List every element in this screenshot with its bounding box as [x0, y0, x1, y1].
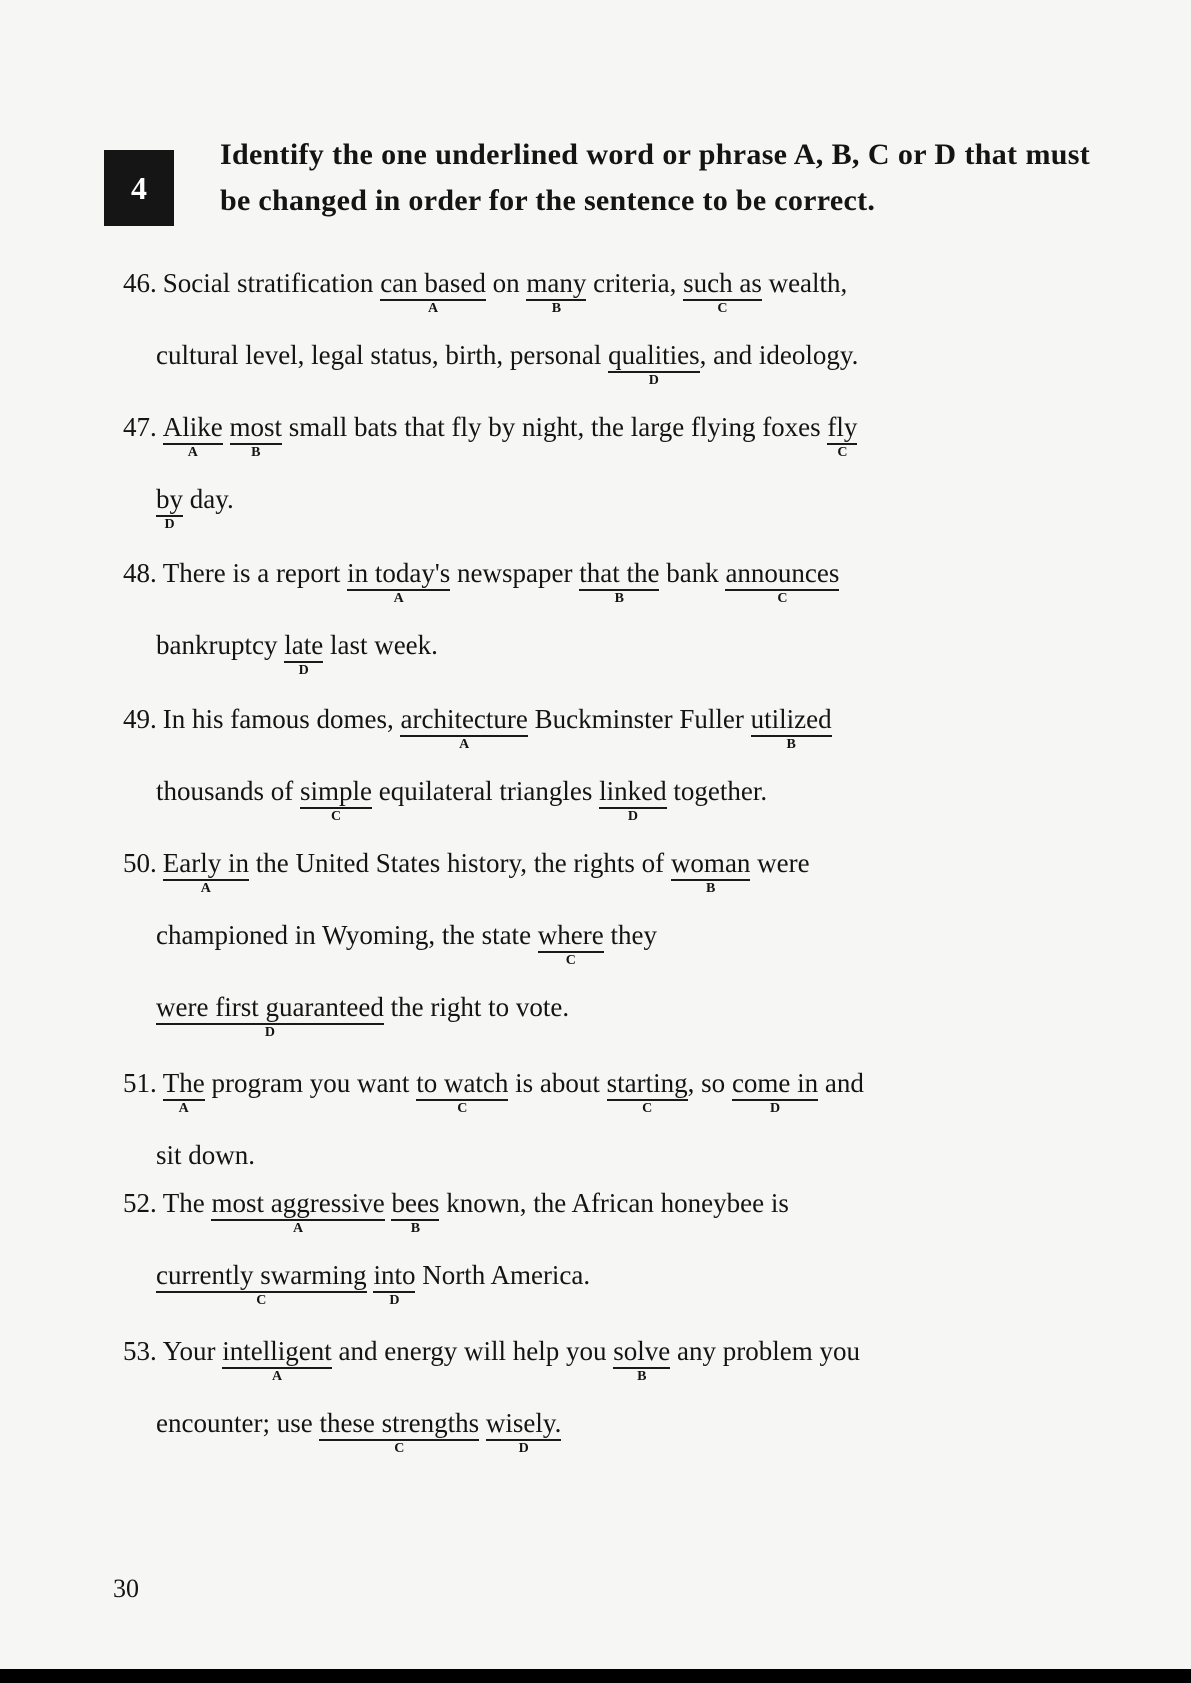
option-letter: C — [457, 1101, 468, 1116]
question-line — [156, 1260, 591, 1308]
underlined-option: these strengths C — [319, 1408, 480, 1456]
underlined-option: currently swarming C — [156, 1260, 367, 1308]
underlined-option: intelligent A — [222, 1336, 332, 1384]
question-number: 53. — [123, 1336, 157, 1366]
question-line — [123, 268, 848, 316]
sentence-text: day. — [183, 484, 234, 514]
question-line — [156, 484, 234, 532]
option-letter: C — [394, 1441, 405, 1456]
option-letter: B — [637, 1369, 647, 1384]
option-letter: B — [551, 301, 562, 316]
sentence-text: known, the African honeybee is — [439, 1188, 789, 1218]
underlined-option: fly C — [827, 412, 858, 460]
option-letter: D — [769, 1101, 781, 1116]
question-line — [123, 558, 840, 606]
option-letter: C — [256, 1293, 267, 1308]
option-letter: A — [178, 1101, 189, 1116]
option-letter: B — [410, 1221, 421, 1236]
option-letter: D — [298, 663, 309, 678]
underlined-option: simple C — [300, 776, 372, 824]
question-number: 47. — [123, 412, 157, 442]
option-letter: A — [187, 445, 198, 460]
question-number: 46. — [123, 268, 157, 298]
sentence-text: bank — [659, 558, 726, 588]
underlined-option: were first guaranteed D — [156, 992, 384, 1040]
section-instructions: Identify the one underlined word or phrase A, B, C or D that must be changed in order for the sentence to be correct. — [220, 138, 1090, 217]
question-line — [123, 848, 810, 896]
sentence-text: together. — [666, 776, 768, 806]
underlined-option: linked D — [599, 776, 667, 824]
sentence-text: on — [485, 268, 527, 298]
option-letter: C — [777, 591, 788, 606]
option-letter: A — [293, 1221, 304, 1236]
underlined-option: woman B — [670, 848, 751, 896]
sentence-text: and energy will help you — [331, 1336, 614, 1366]
sentence-text: encounter; use — [156, 1408, 320, 1438]
sentence-text: criteria, — [586, 268, 684, 298]
question-line — [156, 992, 570, 1040]
option-letter: C — [330, 809, 342, 824]
underlined-option: starting C — [606, 1068, 688, 1116]
sentence-text — [223, 412, 230, 442]
sentence-text: small bats that fly by night, the large flying foxes — [282, 412, 828, 442]
sentence-text: thousands of — [156, 776, 300, 806]
sentence-text — [385, 1188, 392, 1218]
underlined-option: bees B — [391, 1188, 440, 1236]
option-letter: A — [271, 1369, 283, 1384]
sentence-text: , and ideology. — [699, 340, 859, 370]
sentence-text: any problem you — [670, 1336, 860, 1366]
underlined-option: late D — [284, 630, 324, 678]
sentence-text: Social stratification — [162, 268, 381, 298]
question-number: 52. — [123, 1188, 157, 1218]
question-line — [156, 1142, 255, 1169]
question-line — [156, 776, 768, 824]
option-letter: B — [706, 881, 716, 896]
option-letter: D — [164, 517, 175, 532]
underlined-option: come in D — [731, 1068, 819, 1116]
sentence-text: In his famous domes, — [162, 704, 401, 734]
underlined-option: utilized B — [750, 704, 832, 752]
option-letter: D — [648, 373, 659, 388]
option-letter: A — [393, 591, 404, 606]
question-line — [123, 412, 858, 460]
question-line — [156, 340, 859, 388]
sentence-text: last week. — [323, 630, 438, 660]
underlined-option: solve B — [613, 1336, 671, 1384]
scan-bottom-edge — [0, 1669, 1191, 1683]
question-line — [156, 920, 658, 968]
underlined-option: by D — [156, 484, 183, 532]
option-letter: C — [837, 445, 848, 460]
sentence-text: wealth, — [761, 268, 848, 298]
option-letter: D — [264, 1025, 275, 1040]
sentence-text: the right to vote. — [383, 992, 570, 1022]
underlined-option: that the B — [579, 558, 660, 606]
option-letter: B — [786, 737, 796, 752]
sentence-text: The — [162, 1188, 212, 1218]
option-letter: B — [614, 591, 625, 606]
sentence-text: , so — [687, 1068, 732, 1098]
underlined-option: announces C — [725, 558, 840, 606]
underlined-option: architecture A — [400, 704, 528, 752]
sentence-text: bankruptcy — [156, 630, 285, 660]
question-number: 50. — [123, 848, 157, 878]
sentence-text — [367, 1260, 374, 1290]
section-number-badge — [104, 150, 174, 226]
question-line — [123, 704, 832, 752]
sentence-text — [479, 1408, 486, 1438]
underlined-option: most B — [229, 412, 283, 460]
underlined-option: where C — [537, 920, 604, 968]
option-letter: A — [427, 301, 439, 316]
question-line — [156, 630, 438, 678]
sentence-text: There is a report — [162, 558, 348, 588]
underlined-option: Alike A — [162, 412, 223, 460]
question-line — [123, 1336, 860, 1384]
underlined-option: into D — [373, 1260, 416, 1308]
option-letter: C — [565, 953, 576, 968]
question-line — [156, 1408, 562, 1456]
underlined-option: many B — [526, 268, 587, 316]
sentence-text: championed in Wyoming, the state — [156, 920, 538, 950]
section-number: 4 — [131, 169, 147, 206]
option-letter: A — [200, 881, 211, 896]
question-number: 48. — [123, 558, 157, 588]
option-letter: C — [717, 301, 728, 316]
sentence-text: is about — [508, 1068, 607, 1098]
question-line — [123, 1188, 789, 1236]
underlined-option: such as C — [683, 268, 762, 316]
sentence-text: sit down. — [156, 1140, 256, 1170]
option-letter: D — [627, 809, 638, 824]
underlined-option: in today's A — [347, 558, 451, 606]
sentence-text: and — [818, 1068, 864, 1098]
sentence-text: were — [750, 848, 810, 878]
sentence-text: cultural level, legal status, birth, personal — [156, 340, 609, 370]
underlined-option: most aggressive A — [211, 1188, 385, 1236]
option-letter: A — [459, 737, 470, 752]
underlined-option: The A — [162, 1068, 205, 1116]
underlined-option: qualities D — [608, 340, 700, 388]
option-letter: C — [642, 1101, 653, 1116]
underlined-option: to watch C — [416, 1068, 509, 1116]
underlined-option: Early in A — [162, 848, 249, 896]
sentence-text: Buckminster Fuller — [527, 704, 751, 734]
sentence-text: equilateral triangles — [372, 776, 600, 806]
sentence-text: the United States history, the rights of — [248, 848, 671, 878]
sentence-text: Your — [162, 1336, 223, 1366]
underlined-option: wisely. D — [485, 1408, 562, 1456]
option-letter: D — [518, 1441, 529, 1456]
sentence-text: newspaper — [450, 558, 580, 588]
sentence-text: North America. — [415, 1260, 591, 1290]
question-number: 51. — [123, 1068, 157, 1098]
sentence-text: program you want — [204, 1068, 417, 1098]
underlined-option: can based A — [380, 268, 486, 316]
option-letter: D — [389, 1293, 400, 1308]
option-letter: B — [251, 445, 261, 460]
page-number: 30 — [113, 1574, 139, 1603]
question-line — [123, 1068, 864, 1116]
question-number: 49. — [123, 704, 157, 734]
sentence-text: they — [603, 920, 658, 950]
